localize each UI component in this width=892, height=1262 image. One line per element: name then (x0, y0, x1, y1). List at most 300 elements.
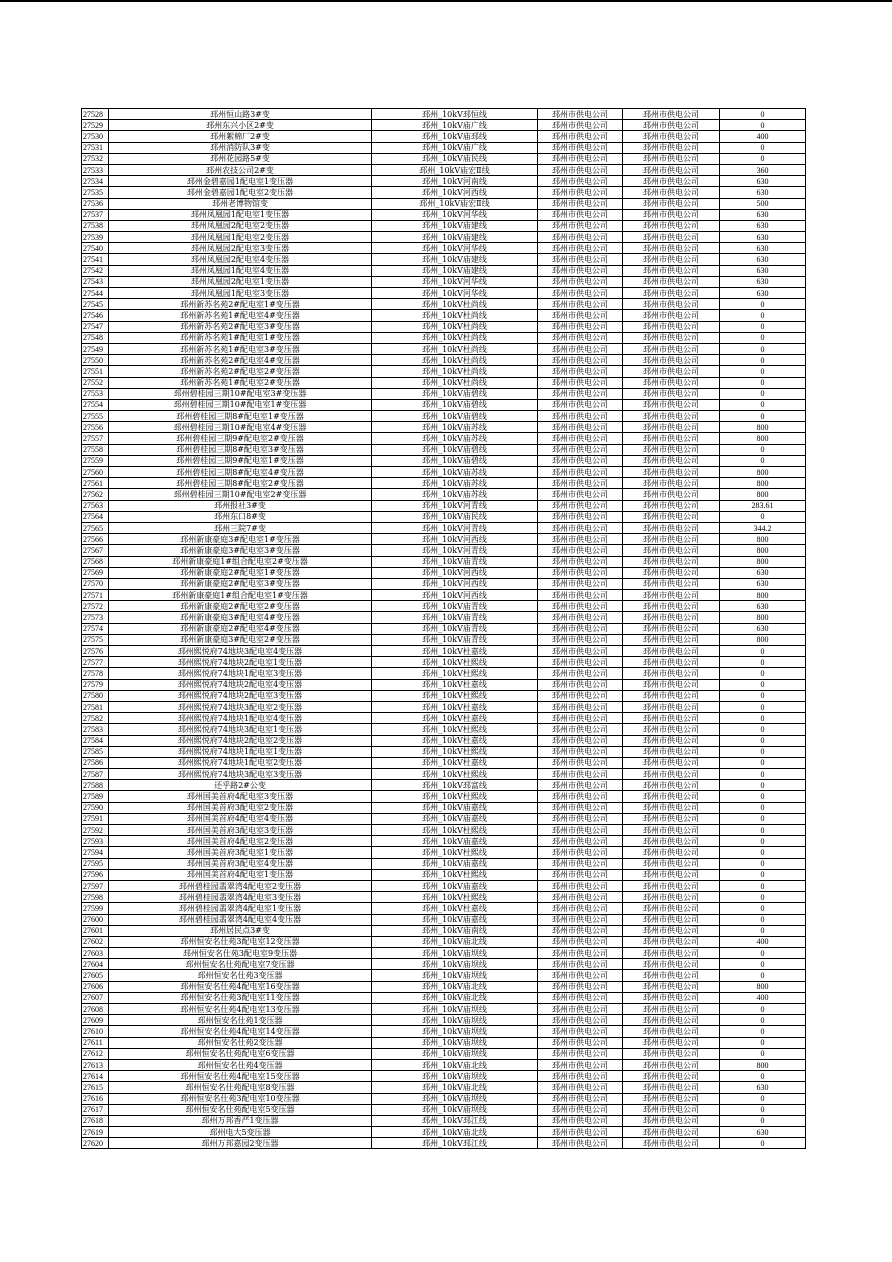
feeder-line-cell: 邳州_10kV庙嘉线 (372, 914, 538, 925)
table-row (82, 1138, 806, 1149)
table-row (82, 489, 806, 500)
capacity-cell: 0 (720, 299, 806, 310)
owner-company-cell: 邳州市供电公司 (623, 467, 720, 478)
row-id-cell: 27575 (82, 634, 109, 645)
capacity-cell: 630 (720, 1082, 806, 1093)
owner-company-cell: 邳州市供电公司 (623, 522, 720, 533)
table-row (82, 131, 806, 142)
supply-company-cell: 邳州市供电公司 (538, 936, 623, 947)
capacity-cell: 0 (720, 880, 806, 891)
row-id-cell: 27561 (82, 478, 109, 489)
row-id-cell: 27554 (82, 399, 109, 410)
owner-company-cell: 邳州市供电公司 (623, 903, 720, 914)
table-row (82, 825, 806, 836)
owner-company-cell: 邳州市供电公司 (623, 1048, 720, 1059)
transformer-name-cell: 邳州恒安名仕苑配电室6变压器 (109, 1048, 372, 1059)
feeder-line-cell: 邳州_10kV庙嘉线 (372, 813, 538, 824)
capacity-cell: 630 (720, 623, 806, 634)
capacity-cell: 0 (720, 444, 806, 455)
capacity-cell: 0 (720, 377, 806, 388)
feeder-line-cell: 邳州_10kV杜熙线 (372, 657, 538, 668)
row-id-cell: 27550 (82, 355, 109, 366)
transformer-name-cell: 邳州熙悦府74地块1配电室1变压器 (109, 746, 372, 757)
feeder-line-cell: 邳州_10kV河华线 (372, 276, 538, 287)
row-id-cell: 27609 (82, 1015, 109, 1026)
table-row (82, 780, 806, 791)
feeder-line-cell: 邳州_10kV杜尚线 (372, 343, 538, 354)
owner-company-cell: 邳州市供电公司 (623, 690, 720, 701)
owner-company-cell: 邳州市供电公司 (623, 276, 720, 287)
table-row (82, 612, 806, 623)
feeder-line-cell: 邳州_10kV庙坝线 (372, 1026, 538, 1037)
capacity-cell: 0 (720, 847, 806, 858)
feeder-line-cell: 邳州_10kV杜嘉线 (372, 701, 538, 712)
owner-company-cell: 邳州市供电公司 (623, 724, 720, 735)
owner-company-cell: 邳州市供电公司 (623, 1059, 720, 1070)
row-id-cell: 27600 (82, 914, 109, 925)
owner-company-cell: 邳州市供电公司 (623, 578, 720, 589)
owner-company-cell: 邳州市供电公司 (623, 366, 720, 377)
transformer-name-cell: 邳州熙悦府74地块3配电室4变压器 (109, 646, 372, 657)
transformer-name-cell: 邳州熙悦府74地块2配电室2变压器 (109, 735, 372, 746)
supply-company-cell: 邳州市供电公司 (538, 1004, 623, 1015)
owner-company-cell: 邳州市供电公司 (623, 936, 720, 947)
table-row (82, 355, 806, 366)
owner-company-cell: 邳州市供电公司 (623, 735, 720, 746)
row-id-cell: 27545 (82, 299, 109, 310)
capacity-cell: 0 (720, 388, 806, 399)
transformer-name-cell: 邳州国美首府3配电室1变压器 (109, 847, 372, 858)
owner-company-cell: 邳州市供电公司 (623, 869, 720, 880)
supply-company-cell: 邳州市供电公司 (538, 903, 623, 914)
table-row (82, 109, 806, 120)
capacity-cell: 0 (720, 668, 806, 679)
capacity-cell: 0 (720, 657, 806, 668)
supply-company-cell: 邳州市供电公司 (538, 724, 623, 735)
row-id-cell: 27595 (82, 858, 109, 869)
transformer-name-cell: 邳州国美首府4配电室4变压器 (109, 813, 372, 824)
supply-company-cell: 邳州市供电公司 (538, 500, 623, 511)
row-id-cell: 27596 (82, 869, 109, 880)
capacity-cell: 0 (720, 892, 806, 903)
supply-company-cell: 邳州市供电公司 (538, 243, 623, 254)
capacity-cell: 800 (720, 422, 806, 433)
table-row (82, 265, 806, 276)
feeder-line-cell: 邳州_10kV河华线 (372, 209, 538, 220)
transformer-name-cell: 邳州碧桂园翡翠湾4配电室2变压器 (109, 880, 372, 891)
capacity-cell: 0 (720, 511, 806, 522)
feeder-line-cell: 邳州_10kV庙坝线 (372, 1048, 538, 1059)
supply-company-cell: 邳州市供电公司 (538, 1059, 623, 1070)
supply-company-cell: 邳州市供电公司 (538, 802, 623, 813)
row-id-cell: 27588 (82, 780, 109, 791)
owner-company-cell: 邳州市供电公司 (623, 970, 720, 981)
supply-company-cell: 邳州市供电公司 (538, 1082, 623, 1093)
owner-company-cell: 邳州市供电公司 (623, 176, 720, 187)
capacity-cell: 0 (720, 724, 806, 735)
transformer-name-cell: 邳州国美首府3配电室3变压器 (109, 825, 372, 836)
transformer-name-cell: 邳州新康豪庭3#配电室3#变压器 (109, 545, 372, 556)
supply-company-cell: 邳州市供电公司 (538, 869, 623, 880)
feeder-line-cell: 邳州_10kV杜熙线 (372, 724, 538, 735)
owner-company-cell: 邳州市供电公司 (623, 634, 720, 645)
row-id-cell: 27618 (82, 1115, 109, 1126)
table-row (82, 769, 806, 780)
transformer-name-cell: 邳州新苏名苑1#配电室3#变压器 (109, 343, 372, 354)
feeder-line-cell: 邳州_10kV庙坝线 (372, 1015, 538, 1026)
table-row (82, 601, 806, 612)
row-id-cell: 27602 (82, 936, 109, 947)
row-id-cell: 27533 (82, 164, 109, 175)
capacity-cell: 630 (720, 176, 806, 187)
table-row (82, 164, 806, 175)
table-row (82, 411, 806, 422)
capacity-cell: 0 (720, 701, 806, 712)
table-row (82, 321, 806, 332)
transformer-name-cell: 邳州国美首府4配电室2变压器 (109, 836, 372, 847)
supply-company-cell: 邳州市供电公司 (538, 444, 623, 455)
owner-company-cell: 邳州市供电公司 (623, 411, 720, 422)
capacity-cell: 0 (720, 1071, 806, 1082)
transformer-name-cell: 邳州碧桂园三期9#配电室1#变压器 (109, 455, 372, 466)
feeder-line-cell: 邳州_10kV河青线 (372, 545, 538, 556)
supply-company-cell: 邳州市供电公司 (538, 791, 623, 802)
row-id-cell: 27580 (82, 690, 109, 701)
supply-company-cell: 邳州市供电公司 (538, 1138, 623, 1149)
feeder-line-cell: 邳州_10kV杜尚线 (372, 321, 538, 332)
table-row (82, 713, 806, 724)
capacity-cell: 500 (720, 198, 806, 209)
transformer-name-cell: 邳州新康豪庭1#组合配电室2#变压器 (109, 556, 372, 567)
owner-company-cell: 邳州市供电公司 (623, 701, 720, 712)
capacity-cell: 0 (720, 1093, 806, 1104)
feeder-line-cell: 邳州_10kV邳恒线 (372, 109, 538, 120)
table-row (82, 388, 806, 399)
feeder-line-cell: 邳州_10kV河西线 (372, 567, 538, 578)
supply-company-cell: 邳州市供电公司 (538, 321, 623, 332)
supply-company-cell: 邳州市供电公司 (538, 578, 623, 589)
supply-company-cell: 邳州市供电公司 (538, 310, 623, 321)
feeder-line-cell: 邳州_10kV庙苏线 (372, 422, 538, 433)
feeder-line-cell: 邳州_10kV河华线 (372, 243, 538, 254)
capacity-cell: 630 (720, 220, 806, 231)
supply-company-cell: 邳州市供电公司 (538, 478, 623, 489)
capacity-cell: 630 (720, 601, 806, 612)
row-id-cell: 27619 (82, 1127, 109, 1138)
owner-company-cell: 邳州市供电公司 (623, 992, 720, 1003)
transformer-name-cell: 邳州碧桂园翡翠湾4配电室3变压器 (109, 892, 372, 903)
feeder-line-cell: 邳州_10kV河青线 (372, 522, 538, 533)
table-row (82, 310, 806, 321)
feeder-line-cell: 邳州_10kV庙碧线 (372, 388, 538, 399)
owner-company-cell: 邳州市供电公司 (623, 780, 720, 791)
supply-company-cell: 邳州市供电公司 (538, 1015, 623, 1026)
owner-company-cell: 邳州市供电公司 (623, 153, 720, 164)
owner-company-cell: 邳州市供电公司 (623, 1015, 720, 1026)
table-row (82, 623, 806, 634)
row-id-cell: 27615 (82, 1082, 109, 1093)
feeder-line-cell: 邳州_10kV庙坝线 (372, 1004, 538, 1015)
transformer-name-cell: 邳州恒安名仕苑配电室8变压器 (109, 1082, 372, 1093)
row-id-cell: 27585 (82, 746, 109, 757)
table-row (82, 847, 806, 858)
table-row (82, 836, 806, 847)
table-row (82, 332, 806, 343)
transformer-name-cell: 邳州凤凰园2配电室1变压器 (109, 276, 372, 287)
transformer-name-cell: 邳州老博物馆变 (109, 198, 372, 209)
transformer-name-cell: 邳州熙悦府74地块1配电室3变压器 (109, 668, 372, 679)
page-top-border (0, 0, 892, 2)
owner-company-cell: 邳州市供电公司 (623, 343, 720, 354)
supply-company-cell: 邳州市供电公司 (538, 187, 623, 198)
table-row (82, 936, 806, 947)
supply-company-cell: 邳州市供电公司 (538, 847, 623, 858)
owner-company-cell: 邳州市供电公司 (623, 948, 720, 959)
transformer-name-cell: 邳州碧桂园三期10#配电室3#变压器 (109, 388, 372, 399)
row-id-cell: 27606 (82, 981, 109, 992)
transformer-name-cell: 邳州东兴小区2#变 (109, 120, 372, 131)
table-row (82, 276, 806, 287)
capacity-cell: 0 (720, 836, 806, 847)
feeder-line-cell: 邳州_10kV河西线 (372, 590, 538, 601)
transformer-name-cell: 邳州恒安名仕苑3配电室9变压器 (109, 948, 372, 959)
table-body (82, 109, 806, 1149)
capacity-cell: 0 (720, 903, 806, 914)
row-id-cell: 27555 (82, 411, 109, 422)
capacity-cell: 0 (720, 802, 806, 813)
row-id-cell: 27574 (82, 623, 109, 634)
owner-company-cell: 邳州市供电公司 (623, 791, 720, 802)
supply-company-cell: 邳州市供电公司 (538, 757, 623, 768)
table-row (82, 679, 806, 690)
capacity-cell: 0 (720, 679, 806, 690)
row-id-cell: 27573 (82, 612, 109, 623)
row-id-cell: 27559 (82, 455, 109, 466)
feeder-line-cell: 邳州_10kV河西线 (372, 534, 538, 545)
supply-company-cell: 邳州市供电公司 (538, 556, 623, 567)
table-row (82, 243, 806, 254)
table-row (82, 399, 806, 410)
table-row (82, 701, 806, 712)
table-row (82, 1048, 806, 1059)
table-row (82, 534, 806, 545)
feeder-line-cell: 邳州_10kV庙碧线 (372, 411, 538, 422)
owner-company-cell: 邳州市供电公司 (623, 1037, 720, 1048)
owner-company-cell: 邳州市供电公司 (623, 914, 720, 925)
table-row (82, 232, 806, 243)
row-id-cell: 27593 (82, 836, 109, 847)
capacity-cell: 0 (720, 1104, 806, 1115)
owner-company-cell: 邳州市供电公司 (623, 444, 720, 455)
table-row (82, 914, 806, 925)
capacity-cell: 0 (720, 869, 806, 880)
supply-company-cell: 邳州市供电公司 (538, 220, 623, 231)
row-id-cell: 27616 (82, 1093, 109, 1104)
capacity-cell: 0 (720, 120, 806, 131)
feeder-line-cell: 邳州_10kV庙坝线 (372, 1093, 538, 1104)
table-row (82, 299, 806, 310)
table-row (82, 1037, 806, 1048)
transformer-name-cell: 邳州恒安名仕苑2变压器 (109, 1037, 372, 1048)
supply-company-cell: 邳州市供电公司 (538, 567, 623, 578)
transformer-name-cell: 邳州碧桂园翡翠湾4配电室4变压器 (109, 914, 372, 925)
feeder-line-cell: 邳州_10kV杜熙线 (372, 847, 538, 858)
supply-company-cell: 邳州市供电公司 (538, 164, 623, 175)
supply-company-cell: 邳州市供电公司 (538, 914, 623, 925)
capacity-cell: 800 (720, 489, 806, 500)
owner-company-cell: 邳州市供电公司 (623, 332, 720, 343)
feeder-line-cell: 邳州_10kV庙苏线 (372, 489, 538, 500)
transformer-name-cell: 邳州碧桂园三期10#配电室1#变压器 (109, 399, 372, 410)
row-id-cell: 27591 (82, 813, 109, 824)
capacity-cell: 400 (720, 936, 806, 947)
transformer-name-cell: 邳州报社3#变 (109, 500, 372, 511)
row-id-cell: 27537 (82, 209, 109, 220)
supply-company-cell: 邳州市供电公司 (538, 925, 623, 936)
table-row (82, 288, 806, 299)
transformer-name-cell: 邳州凤凰园2配电室3变压器 (109, 243, 372, 254)
capacity-cell: 0 (720, 780, 806, 791)
table-row (82, 1115, 806, 1126)
transformer-name-cell: 邳州絮棉厂2#变 (109, 131, 372, 142)
feeder-line-cell: 邳州_10kV河华线 (372, 288, 538, 299)
capacity-cell: 0 (720, 713, 806, 724)
owner-company-cell: 邳州市供电公司 (623, 489, 720, 500)
supply-company-cell: 邳州市供电公司 (538, 780, 623, 791)
capacity-cell: 630 (720, 265, 806, 276)
transformer-name-cell: 邳州新苏名苑1#配电室2#变压器 (109, 377, 372, 388)
supply-company-cell: 邳州市供电公司 (538, 399, 623, 410)
feeder-line-cell: 邳州_10kV庙碧线 (372, 444, 538, 455)
supply-company-cell: 邳州市供电公司 (538, 1093, 623, 1104)
capacity-cell: 800 (720, 634, 806, 645)
transformer-name-cell: 邳州熙悦府74地块2配电室1变压器 (109, 657, 372, 668)
feeder-line-cell: 邳州_10kV邳江线 (372, 1138, 538, 1149)
transformer-name-cell: 邳州新苏名苑1#配电室4#变压器 (109, 310, 372, 321)
transformer-name-cell: 邳州国美首府4配电室3变压器 (109, 791, 372, 802)
feeder-line-cell: 邳州_10kV杜尚线 (372, 310, 538, 321)
feeder-line-cell: 邳州_10kV庙坝线 (372, 1071, 538, 1082)
owner-company-cell: 邳州市供电公司 (623, 500, 720, 511)
table-row (82, 511, 806, 522)
feeder-line-cell: 邳州_10kV杜熙线 (372, 769, 538, 780)
transformer-name-cell: 邳州凤凰园2配电室4变压器 (109, 254, 372, 265)
capacity-cell: 0 (720, 791, 806, 802)
owner-company-cell: 邳州市供电公司 (623, 769, 720, 780)
capacity-cell: 360 (720, 164, 806, 175)
transformer-name-cell: 邳州碧桂园三期8#配电室3#变压器 (109, 444, 372, 455)
row-id-cell: 27531 (82, 142, 109, 153)
owner-company-cell: 邳州市供电公司 (623, 847, 720, 858)
row-id-cell: 27566 (82, 534, 109, 545)
transformer-name-cell: 邳州电大5变压器 (109, 1127, 372, 1138)
supply-company-cell: 邳州市供电公司 (538, 769, 623, 780)
transformer-name-cell: 邳州恒安名仕苑3变压器 (109, 970, 372, 981)
row-id-cell: 27587 (82, 769, 109, 780)
supply-company-cell: 邳州市供电公司 (538, 332, 623, 343)
row-id-cell: 27582 (82, 713, 109, 724)
capacity-cell: 0 (720, 321, 806, 332)
feeder-line-cell: 邳州_10kV庙北线 (372, 936, 538, 947)
capacity-cell: 0 (720, 1048, 806, 1059)
feeder-line-cell: 邳州_10kV河南线 (372, 176, 538, 187)
supply-company-cell: 邳州市供电公司 (538, 455, 623, 466)
row-id-cell: 27530 (82, 131, 109, 142)
owner-company-cell: 邳州市供电公司 (623, 399, 720, 410)
row-id-cell: 27578 (82, 668, 109, 679)
supply-company-cell: 邳州市供电公司 (538, 120, 623, 131)
capacity-cell: 0 (720, 646, 806, 657)
row-id-cell: 27544 (82, 288, 109, 299)
transformer-name-cell: 邳州新康豪庭1#组合配电室1#变压器 (109, 590, 372, 601)
feeder-line-cell: 邳州_10kV邳江线 (372, 1115, 538, 1126)
feeder-line-cell: 邳州_10kV庙民线 (372, 511, 538, 522)
capacity-cell: 800 (720, 478, 806, 489)
row-id-cell: 27579 (82, 679, 109, 690)
row-id-cell: 27612 (82, 1048, 109, 1059)
supply-company-cell: 邳州市供电公司 (538, 746, 623, 757)
table-row (82, 903, 806, 914)
feeder-line-cell: 邳州_10kV庙坝线 (372, 970, 538, 981)
owner-company-cell: 邳州市供电公司 (623, 209, 720, 220)
row-id-cell: 27548 (82, 332, 109, 343)
table-row (82, 198, 806, 209)
supply-company-cell: 邳州市供电公司 (538, 467, 623, 478)
owner-company-cell: 邳州市供电公司 (623, 254, 720, 265)
supply-company-cell: 邳州市供电公司 (538, 713, 623, 724)
capacity-cell: 630 (720, 209, 806, 220)
owner-company-cell: 邳州市供电公司 (623, 612, 720, 623)
capacity-cell: 344.2 (720, 522, 806, 533)
row-id-cell: 27592 (82, 825, 109, 836)
owner-company-cell: 邳州市供电公司 (623, 232, 720, 243)
row-id-cell: 27570 (82, 578, 109, 589)
transformer-name-cell: 邳州三院7#变 (109, 522, 372, 533)
transformer-name-cell: 邳州新康豪庭3#配电室1#变压器 (109, 534, 372, 545)
row-id-cell: 27608 (82, 1004, 109, 1015)
supply-company-cell: 邳州市供电公司 (538, 836, 623, 847)
supply-company-cell: 邳州市供电公司 (538, 981, 623, 992)
feeder-line-cell: 邳州_10kV庙坝线 (372, 1037, 538, 1048)
transformer-name-cell: 邳州消防队3#变 (109, 142, 372, 153)
transformer-name-cell: 邳州恒山路3#变 (109, 109, 372, 120)
feeder-line-cell: 邳州_10kV庙青线 (372, 601, 538, 612)
owner-company-cell: 邳州市供电公司 (623, 288, 720, 299)
table-row (82, 1015, 806, 1026)
table-row (82, 567, 806, 578)
transformer-name-cell: 邳州国美首府3配电室2变压器 (109, 802, 372, 813)
row-id-cell: 27565 (82, 522, 109, 533)
row-id-cell: 27556 (82, 422, 109, 433)
table-row (82, 590, 806, 601)
owner-company-cell: 邳州市供电公司 (623, 713, 720, 724)
supply-company-cell: 邳州市供电公司 (538, 646, 623, 657)
table-row (82, 746, 806, 757)
feeder-line-cell: 邳州_10kV庙邳线 (372, 131, 538, 142)
supply-company-cell: 邳州市供电公司 (538, 366, 623, 377)
capacity-cell: 0 (720, 1037, 806, 1048)
owner-company-cell: 邳州市供电公司 (623, 534, 720, 545)
row-id-cell: 27577 (82, 657, 109, 668)
owner-company-cell: 邳州市供电公司 (623, 109, 720, 120)
transformer-name-cell: 邳州凤凰园1配电室4变压器 (109, 265, 372, 276)
feeder-line-cell: 邳州_10kV庙嘉线 (372, 836, 538, 847)
capacity-cell: 0 (720, 746, 806, 757)
feeder-line-cell: 邳州_10kV庙坝线 (372, 948, 538, 959)
feeder-line-cell: 邳州_10kV杜尚线 (372, 332, 538, 343)
row-id-cell: 27532 (82, 153, 109, 164)
row-id-cell: 27601 (82, 925, 109, 936)
